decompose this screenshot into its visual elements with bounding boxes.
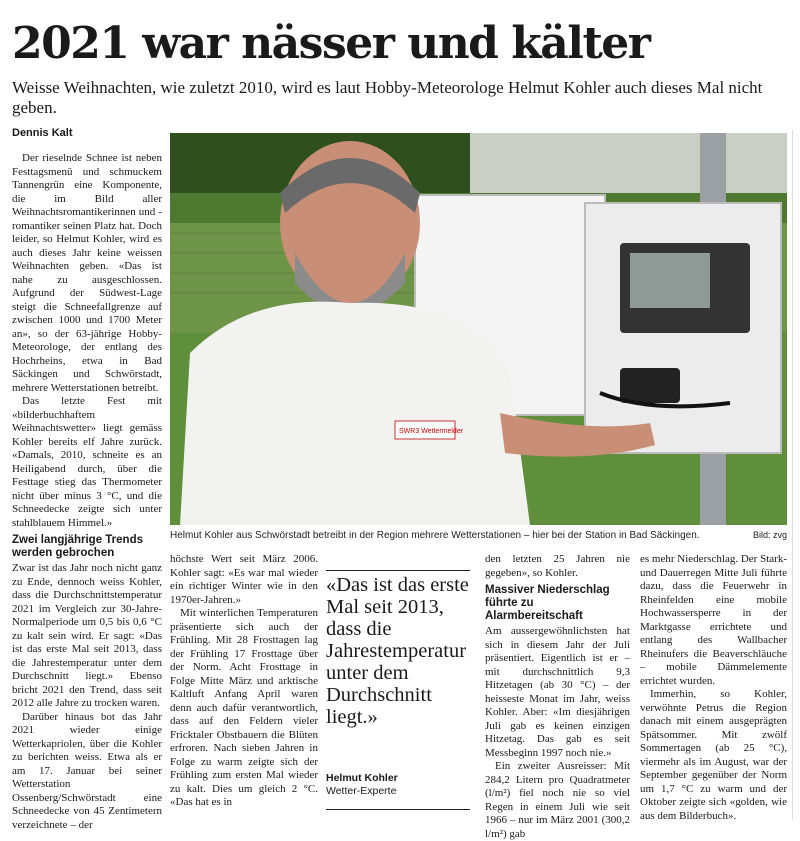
paragraph: den letzten 25 Jahren nie gegeben», so Kohler. — [485, 553, 630, 579]
photo-credit: Bild: zvg — [752, 530, 787, 540]
paragraph: Am aussergewöhnlichsten hat sich in diesem Jahr der Juli präsentiert. Eigentlich ist er – mit durchschnittlich 9,3 Hitzetagen (ab 30 °C) – der heisseste Monat im Jahr, weiss Kohler. Aber: «Im diesjährigen Juli gab es keinen einzigen Hitzetag. Das gab es seit Messbeginn 1997 noch nie.» — [485, 625, 630, 759]
divider — [326, 570, 470, 571]
article-photo — [170, 133, 787, 525]
article-column-3 — [485, 553, 630, 841]
author-byline: Dennis Kalt — [12, 127, 73, 139]
page-edge-rule — [792, 130, 793, 820]
subheadline: Weisse Weihnachten, wie zuletzt 2010, wird es laut Hobby-Meteorologe Helmut Kohler auch dieses Mal nicht geben. — [12, 78, 763, 117]
paragraph: Das letzte Fest mit «bilderbuchhaftem Weihnachtswetter» liegt gemäss Kohler bereits elf Jahre zurück. «Damals, 2010, schneite es an Heiligabend durch, über die Festtage stieg das Thermometer nicht über minus 3 °C, und die Schneedecke zeigte sich unter stahlblauem Himmel.» — [12, 395, 162, 529]
paragraph: Mit winterlichen Temperaturen präsentierte sich auch der Frühling. Mit 28 Frosttagen lag der Frühling 17 Frosttage über der Norm. Acht Frosttage in Folge Mitte März und arktische Kaltluft Anfang April waren denn auch dafür verantwortlich, dass auf den Feldern vieler Fricktaler Obstbauern die Blüten erfroren. Nach sieben Jahren in Folge zu warm zeigte sich der Frühling zum ersten Mal wieder zu kalt. Dies um gleich 2 °C. «Das hat es in — [170, 607, 318, 808]
article-column-1 — [12, 152, 162, 832]
quote-text: «Das ist das erste Mal seit 2013, dass die Jahrestemperatur unter dem Durchschnitt liegt.» — [326, 574, 469, 728]
paragraph: höchste Wert seit März 2006. Kohler sagt: «Es war mal wieder ein richtiger Winter wie in den 1970er-Jahren.» — [170, 553, 318, 606]
paragraph: Ein zweiter Ausreisser: Mit 284,2 Litern pro Quadratmeter (l/m²) fiel noch nie so viel Regen in einem Juli wie seit 1966 – nur im März 2001 (300,2 l/m²) gab — [485, 760, 630, 840]
photo-caption — [170, 530, 787, 541]
paragraph: Zwar ist das Jahr noch nicht ganz zu Ende, dennoch weiss Kohler, dass die Durchschnittstemperatur 2021 im Vergleich zur 30-Jahre-Normalperiode um 0,5 bis 0,6 °C zu kalt sein wird. Er sagt: «Das ist das erste Mal seit 2013, dass die Jahrestemperatur unter dem Durchschnitt liegt.» Ebenso bricht 2021 den Trend, dass seit 2012 alle Jahre zu trocken waren. — [12, 562, 162, 709]
shirt-logo: SWR3 Wettermelder — [399, 428, 464, 435]
pull-quote — [326, 570, 470, 810]
divider — [326, 809, 470, 810]
article-column-2 — [170, 553, 318, 810]
paragraph: Der rieselnde Schnee ist neben Festtagsmenü und schmuckem Tannengrün eine Komponente, die im Bild aller Weihnachtsromantikerinnen und -romantiker seinen Platz hat. Doch leider, so Helmut Kohler, wird es auch dieses Jahr keine weissen Weihnachten geben. «Das ist nahe zu ausgeschlossen. Aufgrund der Südwest-Lage steigt die Schneefallgrenze auf zwischen 1000 und 1700 Meter an», so der 63-jährige Hobby-Meteorologe, der entlang des Hochrheins, etwa in Bad Säckingen und Schwörstadt, mehrere Wetterstationen betreibt. — [12, 152, 162, 394]
quote-author: Helmut Kohler — [326, 772, 398, 784]
paragraph: Darüber hinaus bot das Jahr 2021 wieder einige Wetterkapriolen, über die Kohler zu berichten weiss. Etwa als er am 17. Januar bei seiner Wetterstation Ossenberg/Schwörstadt eine Schneedecke von 45 Zentimetern verzeichnete – der — [12, 710, 162, 831]
caption-text: Helmut Kohler aus Schwörstadt betreibt in der Region mehrere Wetterstationen – hier bei der Station in Bad Säckingen. — [170, 530, 700, 541]
section-heading: Massiver Niederschlag führte zu Alarmbereitschaft — [485, 584, 610, 622]
quote-role: Wetter-Experte — [326, 785, 397, 797]
paragraph: Immerhin, so Kohler, verwöhnte Petrus die Region danach mit einem ausgeprägten Spätsommer. Mit zwölf Sommertagen (ab 25 °C), viermehr als im August, war der September gegenüber der Norm um 1,7 °C zu warm und der Oktober zeigte sich «golden, wie aus dem Bilderbuch». — [640, 688, 787, 822]
weather-station-photo — [170, 133, 787, 525]
paragraph: es mehr Niederschlag. Der Stark- und Dauerregen Mitte Juli führte dazu, dass die Feuerwehr in Rheinfelden eine mobile Hochwassersperre in der Marktgasse errichtete und entlang des Wallbacher Rheinufers die Beaverschläuche – mobile Dämmelemente errichtet wurden. — [640, 553, 787, 687]
headline: 2021 war nässer und kälter — [12, 18, 650, 69]
section-heading: Zwei langjährige Trends werden gebrochen — [12, 534, 144, 559]
article-column-4 — [640, 553, 787, 823]
